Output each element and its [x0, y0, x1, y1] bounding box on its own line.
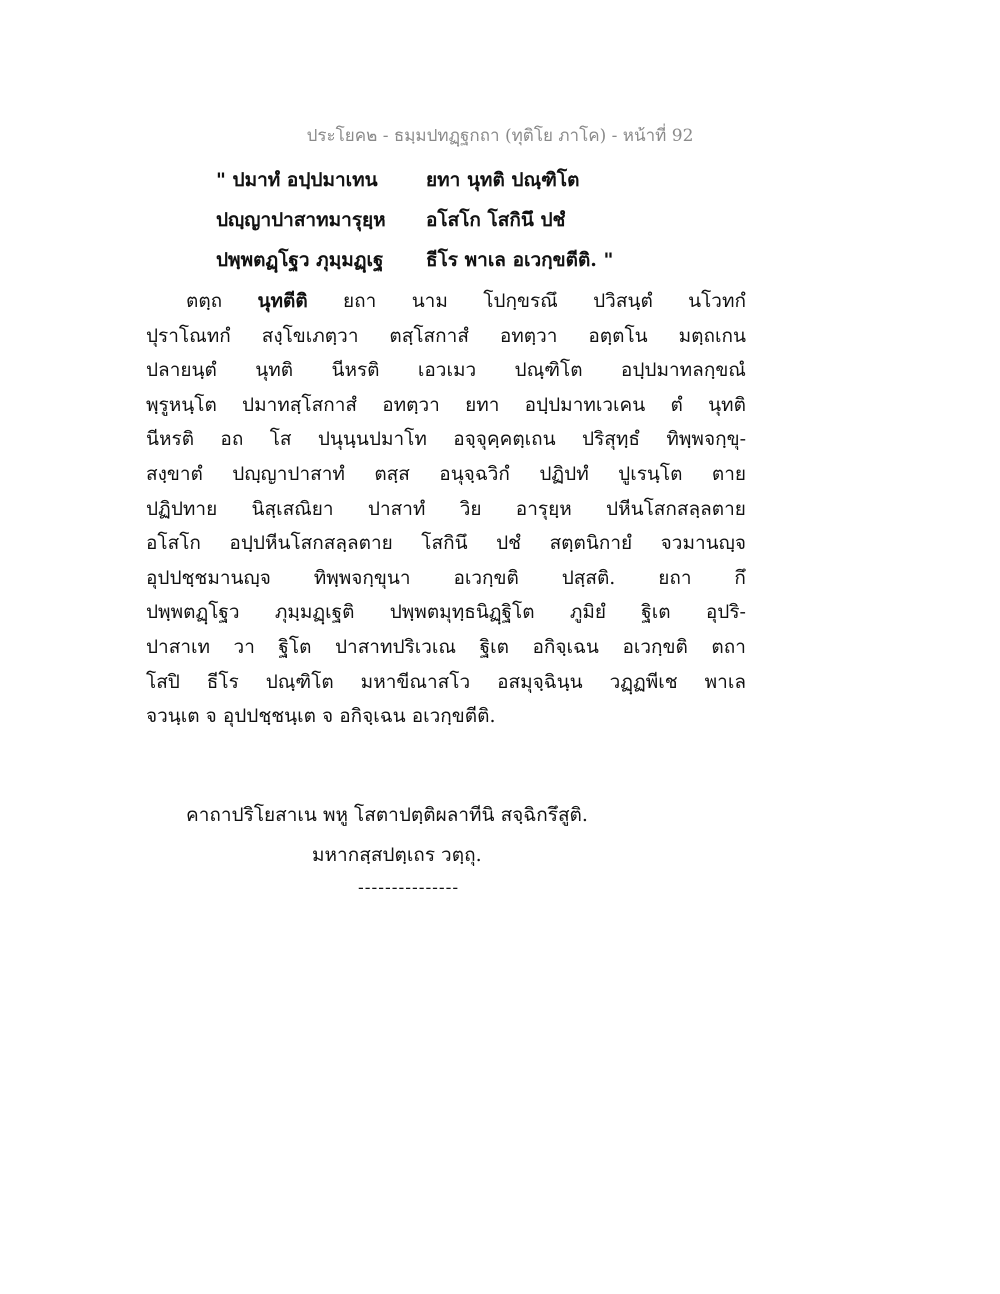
verse-first-half: ปพฺพตฏฺโฐว ภุมฺมฏฺเฐ: [216, 249, 384, 271]
running-header: ประโยค๒ - ธมฺมปทฏฺฐกถา (ทุติโย ภาโค) - หน้าที่ 92: [306, 126, 694, 146]
word: ฐิเต: [479, 635, 509, 658]
word: ตตฺถ: [186, 290, 223, 312]
text-line: [146, 665, 746, 700]
word: ฐิเต: [641, 601, 671, 624]
word: ปสฺสติ.: [561, 566, 616, 589]
word: อทตฺวา: [382, 393, 440, 416]
word: อนุจฺฉวิกํ: [439, 462, 510, 485]
verse-line: [216, 160, 776, 200]
story-title-end: มหากสฺสปตฺเถร วตฺถุ.: [312, 844, 482, 866]
word: โสปิ: [146, 670, 180, 693]
text-line: [146, 353, 746, 388]
word: ปณฺฑิโต: [265, 670, 334, 693]
word: ปุราโณทกํ: [146, 324, 231, 347]
word: ภูมิยํ: [569, 601, 607, 624]
word: อุปริ-: [705, 601, 746, 624]
word: อปฺปหีนโสกสลฺลตาย: [229, 532, 393, 555]
text-line: [146, 319, 746, 354]
word: ตถา: [711, 635, 746, 658]
word: นีหรติ: [331, 359, 380, 382]
word: ตสฺโสกาสํ: [389, 324, 469, 347]
verse-line: [216, 200, 776, 240]
word: ยทา: [465, 393, 500, 416]
text-line: [146, 492, 746, 527]
word: ยถา: [343, 290, 377, 312]
verse-first-half: " ปมาทํ อปฺปมาเทน: [216, 169, 378, 191]
text-line: [146, 388, 746, 423]
word: อารุยฺห: [515, 497, 572, 520]
text-line: [146, 457, 746, 492]
word: อโสโก: [146, 532, 201, 555]
text-lines: [146, 319, 746, 700]
word: ปูเรนฺโต: [618, 462, 683, 485]
verse-second-half: ธีโร พาเล อเวกฺขตีติ. ": [426, 249, 614, 271]
word: ฐิโต: [278, 635, 312, 658]
verse-line: [216, 240, 776, 280]
word: ปพฺพตมุทฺธนิฏฺฐิโต: [389, 601, 535, 624]
word: วฏฺฏพีเช: [609, 670, 678, 693]
word: อตฺตโน: [588, 324, 648, 347]
text-line: [146, 630, 746, 665]
word: จวมานญฺจ: [660, 532, 746, 555]
word: ปพฺพตฏฺโฐว: [146, 601, 240, 624]
word: ตํ: [670, 393, 683, 416]
word: นุทติ: [255, 359, 294, 382]
section-separator: ---------------: [358, 878, 460, 898]
word: ปชํ: [496, 532, 522, 555]
word: ธีโร: [206, 670, 239, 693]
word: อปฺปมาทลกฺขณํ: [620, 359, 746, 382]
word: ปลายนฺตํ: [146, 359, 217, 382]
word: เอวเมว: [417, 359, 477, 382]
word: ทิพฺพจกฺขุนา: [313, 566, 411, 589]
word: ปาสาทํ: [367, 497, 426, 520]
word: สงฺโขเภตฺวา: [261, 324, 359, 347]
verse-first-half: ปญฺญาปาสาทมารุยฺห: [216, 209, 386, 231]
word: สตฺตนิกายํ: [549, 532, 633, 555]
word: ปมาทสฺโสกาสํ: [242, 393, 357, 416]
word: นุทติ: [708, 393, 746, 416]
word: อสมุจฺฉินฺน: [497, 670, 583, 693]
word: โส: [269, 428, 292, 451]
word: นาม: [411, 290, 448, 312]
word: ตาย: [711, 462, 746, 485]
word: นีหรติ: [146, 428, 195, 451]
word: นโวทกํ: [688, 290, 746, 312]
word: พาเล: [704, 670, 746, 693]
text-line: [146, 595, 746, 630]
text-line: [146, 422, 746, 457]
word: อเวกฺขติ: [453, 566, 519, 589]
word: ปฏิปทํ: [539, 462, 589, 485]
word: กึ: [734, 566, 746, 589]
word: ปวิสนฺตํ: [593, 290, 653, 312]
text-line: [146, 561, 746, 596]
word: พฺรูหนฺโต: [146, 393, 217, 416]
text-line: [146, 284, 746, 319]
word: อถ: [220, 428, 244, 451]
word: ปนุนฺนปมาโท: [317, 428, 427, 451]
word: ปหีนโสกสลฺลตาย: [606, 497, 746, 520]
word: ปริสุทฺธํ: [582, 428, 641, 451]
word: ปาสาเท: [146, 635, 211, 658]
verse-block: [216, 160, 776, 280]
word: อจฺจุคฺคตฺเถน: [453, 428, 556, 451]
word: ปาสาทปริเวเณ: [334, 635, 457, 658]
word: ภุมฺมฏฺเฐติ: [274, 601, 355, 624]
word: อุปปชฺชมานญฺจ: [146, 566, 271, 589]
keyword: นุทตีติ: [257, 290, 308, 312]
word: นิสฺเสณิยา: [251, 497, 334, 520]
commentary-paragraph: [146, 284, 746, 734]
word: อปฺปมาทเวเคน: [524, 393, 646, 416]
word: มหาขีณาสโว: [360, 670, 471, 693]
conclusion-line: คาถาปริโยสาเน พหู โสตาปตฺติผลาทีนิ สจฺฉิกรึสูติ.: [186, 804, 588, 826]
word: สงฺขาตํ: [146, 462, 203, 485]
text-line: จวนฺเต จ อุปปชฺชนฺเต จ อกิจฺเฉน อเวกฺขตีติ.: [146, 705, 496, 728]
text-line: [146, 526, 746, 561]
verse-second-half: อโสโก โสกินึ ปชํ: [426, 209, 566, 231]
word: มตฺถเกน: [678, 324, 746, 347]
word: ตสฺส: [374, 462, 410, 485]
word: ปณฺฑิโต: [514, 359, 583, 382]
word: ปฏิปทาย: [146, 497, 218, 520]
word: โสกินึ: [421, 532, 468, 555]
word: ยถา: [658, 566, 692, 589]
word: วิย: [459, 497, 482, 520]
word: วา: [233, 635, 255, 658]
word: อทตฺวา: [499, 324, 558, 347]
word: ปญฺญาปาสาทํ: [232, 462, 345, 485]
verse-second-half: ยทา นุทติ ปณฺฑิโต: [426, 169, 580, 191]
word: อกิจฺเฉน: [532, 635, 599, 658]
word: อเวกฺขติ: [622, 635, 688, 658]
word: ทิพฺพจกฺขุ-: [666, 428, 746, 451]
word: โปกฺขรณึ: [483, 290, 558, 312]
